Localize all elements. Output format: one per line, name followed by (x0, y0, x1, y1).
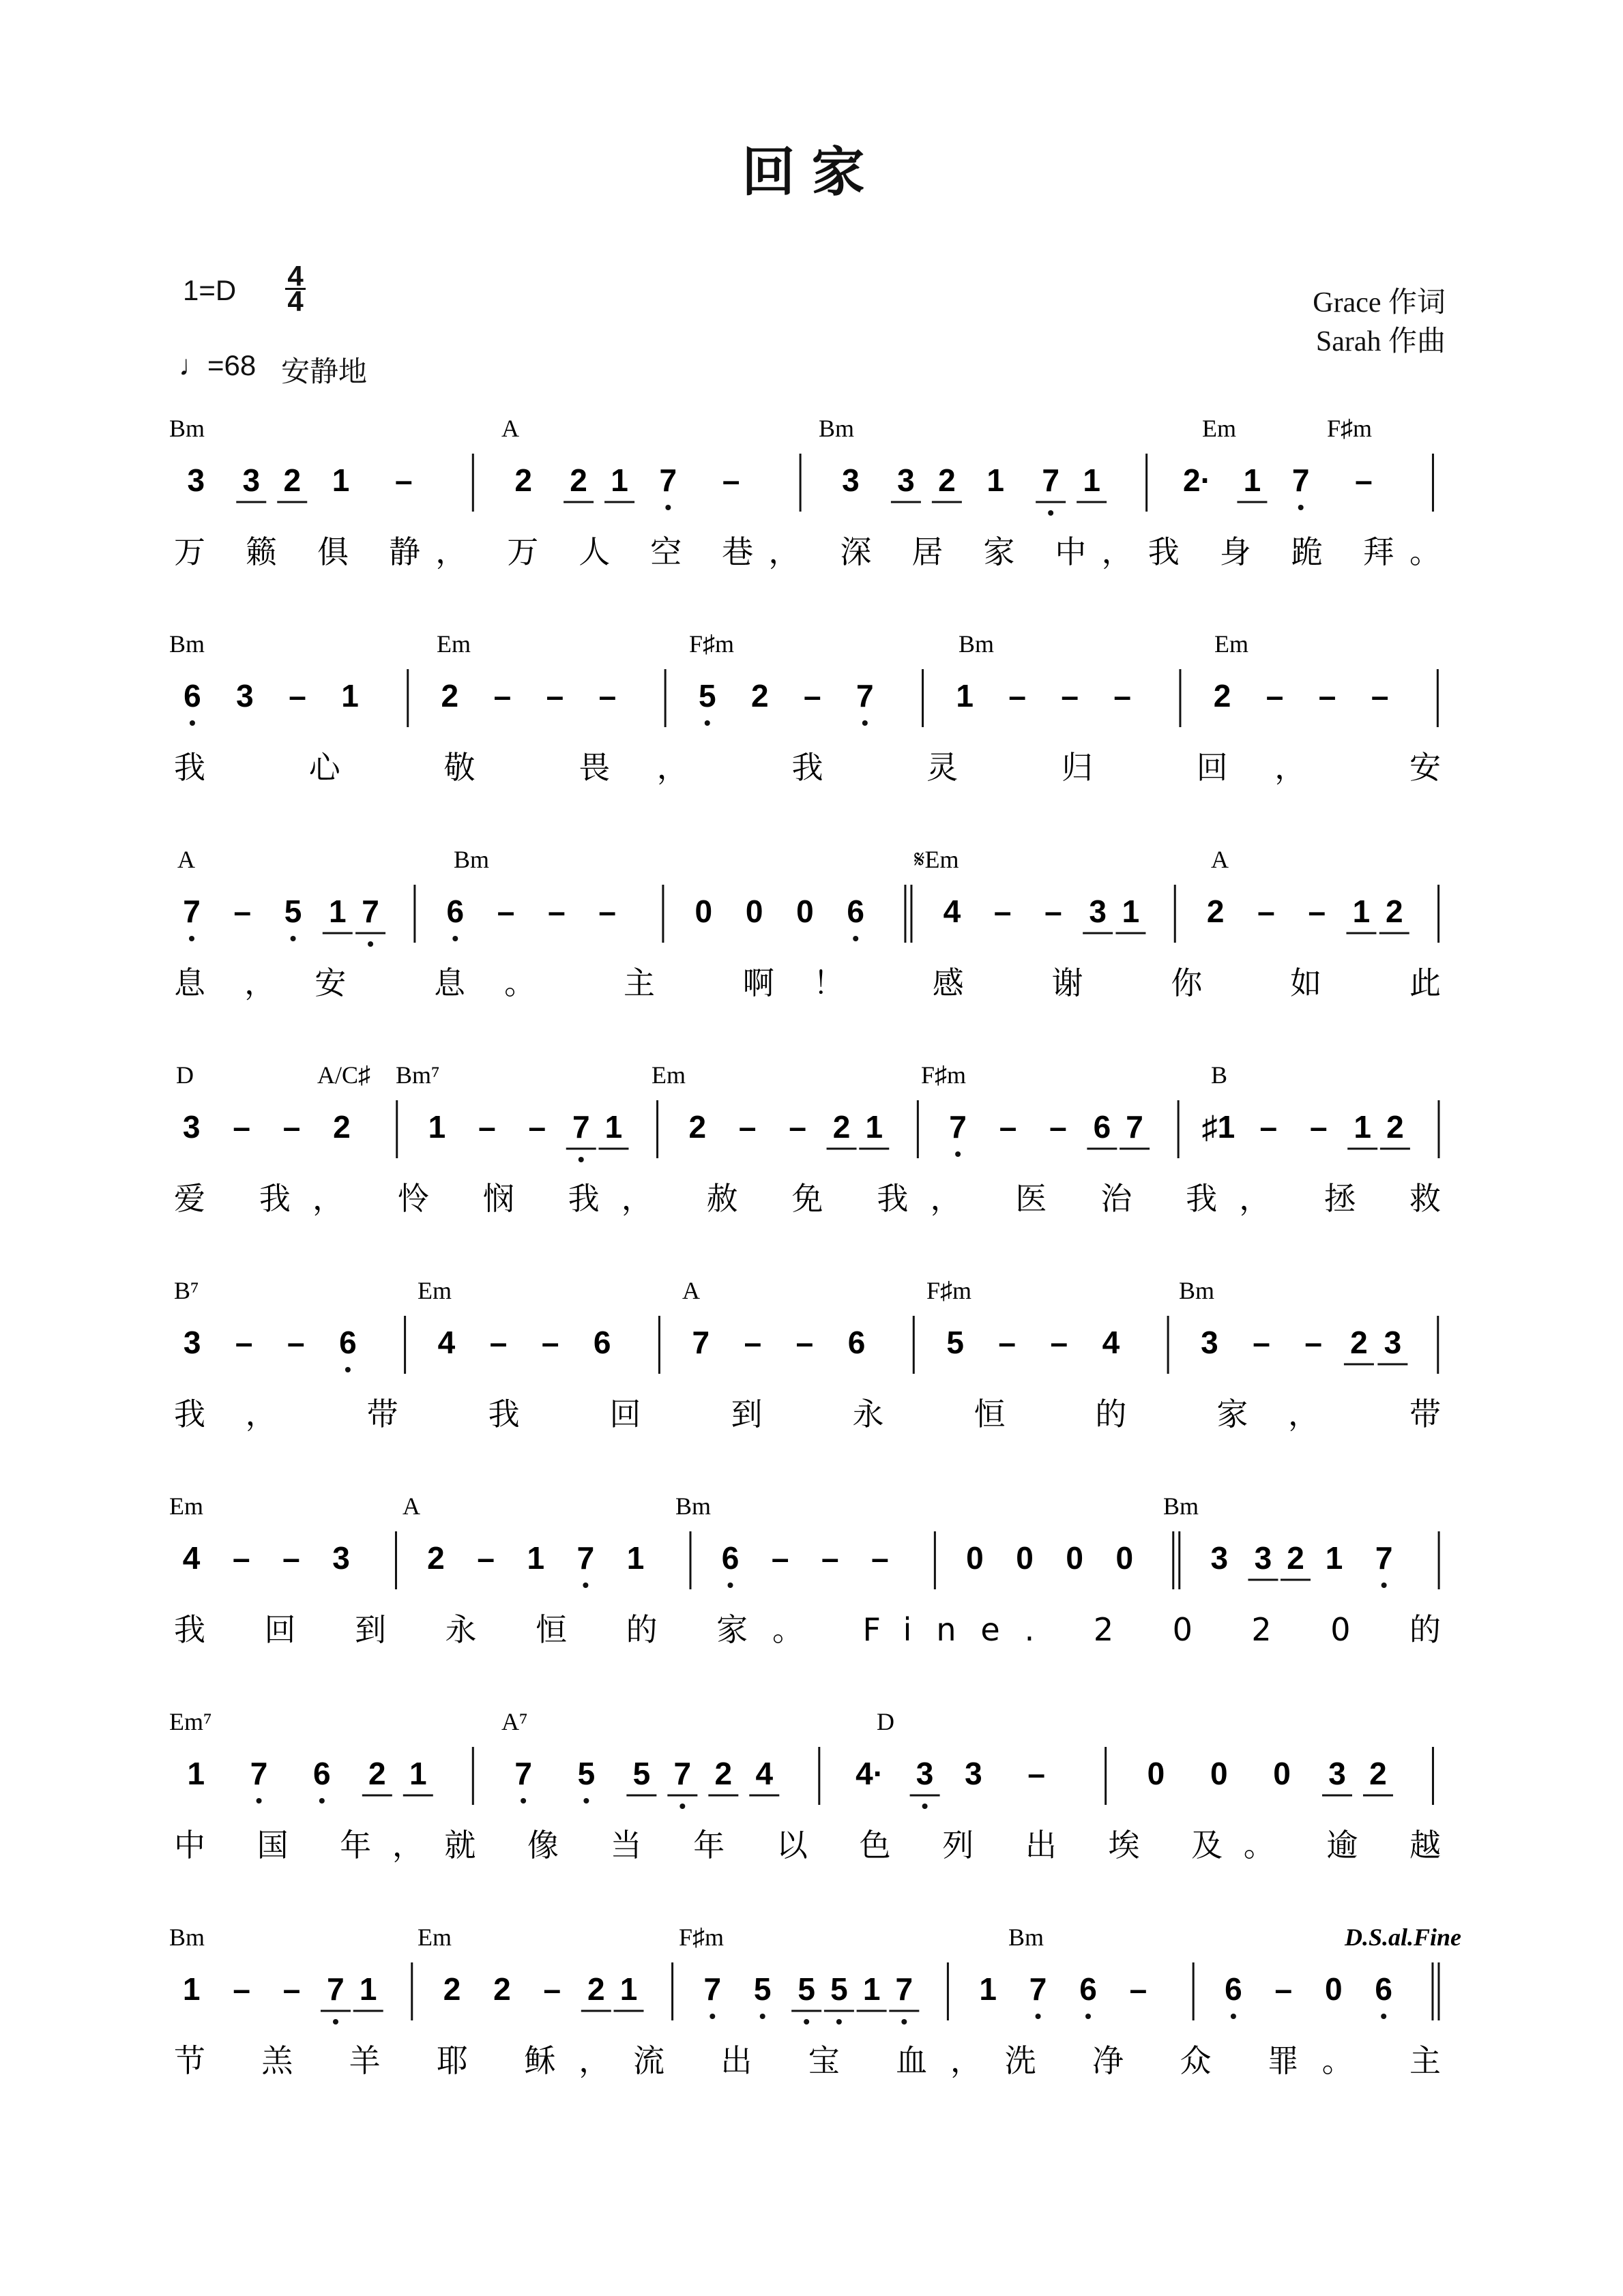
lyric-line: 中 国 年，就 像 当 年 以 色 列 出 埃 及。 逾 越 (174, 1827, 1442, 1864)
note: – (478, 1109, 496, 1145)
lyric-line: 节 羔 羊 耶 稣，流 出 宝 血，洗 净 众 罪。 主 (174, 2042, 1442, 2079)
note: 4 (943, 894, 961, 929)
note: 1 (1122, 894, 1140, 929)
chord-symbol: F♯m (921, 1061, 967, 1089)
lyric-line: 我 回 到 永 恒 的 家。 Fine. 2 0 2 0 的 (174, 1611, 1441, 1648)
note: 0 (796, 894, 814, 929)
chord-symbol: 𝄋Em (914, 846, 959, 873)
chord-symbol: A (501, 415, 519, 442)
low-octave-dot (862, 720, 868, 726)
note: 4· (856, 1756, 884, 1791)
composer-credit: Sarah 作曲 (1315, 326, 1446, 357)
note: ♯1 (1201, 1109, 1235, 1145)
low-octave-dot (452, 936, 458, 941)
note: 3 (332, 1540, 350, 1576)
key-signature: 1=D (183, 274, 237, 306)
note: – (1008, 678, 1026, 713)
low-octave-dot (1231, 2014, 1236, 2019)
chord-symbol: Bm (169, 415, 205, 442)
note: – (233, 1109, 250, 1145)
low-octave-dot (955, 1151, 961, 1157)
low-octave-dot (583, 1798, 589, 1804)
note: 5 (698, 678, 716, 713)
note: 2 (832, 1109, 851, 1145)
low-octave-dot (190, 720, 195, 726)
note: 7 (1291, 462, 1310, 498)
note: 4 (437, 1325, 456, 1360)
note: 6 (339, 1325, 357, 1360)
low-octave-dot (1298, 505, 1304, 510)
note: 0 (966, 1540, 984, 1576)
low-octave-dot (291, 936, 296, 941)
note: – (871, 1540, 889, 1576)
chord-symbol: D (877, 1708, 894, 1735)
note: – (998, 1325, 1017, 1360)
note: – (493, 678, 512, 713)
chord-symbol: Bm (1163, 1492, 1199, 1520)
note: 3 (916, 1756, 934, 1791)
note: 1 (409, 1756, 427, 1791)
note: 7 (856, 678, 874, 713)
low-octave-dot (679, 1804, 685, 1809)
chord-symbol: B (1211, 1061, 1228, 1089)
tempo-mark: ♩=68 (179, 349, 257, 381)
chord-symbol: Em (437, 630, 471, 658)
note: – (1253, 1325, 1270, 1360)
mood-mark: 安静地 (281, 355, 368, 387)
note: 6 (721, 1540, 740, 1576)
chord-symbol: Em (652, 1061, 686, 1089)
note: 3 (1328, 1756, 1346, 1791)
note: – (235, 1325, 253, 1360)
low-octave-dot (1048, 510, 1053, 516)
note: – (233, 894, 252, 929)
note: 7 (572, 1109, 590, 1145)
note: 5 (753, 1971, 772, 2007)
note: – (548, 894, 566, 929)
note: – (1259, 1109, 1278, 1145)
low-octave-dot (665, 505, 671, 510)
note: 6 (313, 1756, 331, 1791)
chord-symbol: B⁷ (174, 1277, 199, 1304)
note: 0 (1066, 1540, 1083, 1576)
note: – (1050, 1325, 1068, 1360)
chord-symbol: F♯m (689, 630, 735, 658)
note: 7 (1042, 462, 1059, 498)
chord-symbol: A/C♯ (317, 1061, 371, 1089)
chord-symbol: Em (418, 1924, 452, 1951)
note: 2 (688, 1109, 707, 1145)
note: 2 (1369, 1756, 1387, 1791)
note: – (282, 1971, 301, 2007)
note: 1 (332, 462, 350, 498)
note: – (804, 678, 821, 713)
note: 1 (1354, 1109, 1371, 1145)
note: 4 (755, 1756, 774, 1791)
time-bottom: 4 (287, 285, 304, 317)
note: 1 (328, 894, 347, 929)
note: 1 (1243, 462, 1261, 498)
note: 7 (692, 1325, 710, 1360)
chord-symbol: Em (1214, 630, 1248, 658)
note: 1 (626, 1540, 645, 1576)
low-octave-dot (760, 2014, 765, 2019)
note: – (546, 678, 564, 713)
note: 0 (1273, 1756, 1291, 1791)
lyric-line: 我 心 敬 畏， 我 灵 归 回， 安 (174, 749, 1441, 786)
note: – (477, 1540, 495, 1576)
note: 0 (1210, 1756, 1228, 1791)
chord-symbol: Em (169, 1492, 203, 1520)
note: 3 (897, 462, 915, 498)
chord-symbol: Bm⁷ (396, 1061, 440, 1089)
low-octave-dot (853, 936, 858, 941)
note: 1 (187, 1756, 205, 1791)
note: – (497, 894, 515, 929)
note: – (489, 1325, 508, 1360)
note: 3 (1384, 1325, 1402, 1360)
note: 7 (514, 1756, 532, 1791)
note: – (738, 1109, 757, 1145)
note: – (1113, 678, 1132, 713)
note: 2 (1350, 1325, 1368, 1360)
note: 1 (527, 1540, 545, 1576)
note: 3 (1089, 894, 1107, 929)
chord-symbol: Em (418, 1277, 452, 1304)
note: 4 (182, 1540, 201, 1576)
low-octave-dot (1036, 2014, 1041, 2019)
note: 7 (362, 894, 379, 929)
note: 4 (1102, 1325, 1120, 1360)
low-octave-dot (922, 1804, 928, 1809)
note: – (282, 1109, 301, 1145)
chord-symbol: A (682, 1277, 700, 1304)
note: 3 (965, 1756, 982, 1791)
low-octave-dot (368, 941, 373, 947)
note: 2 (441, 678, 459, 713)
note: 2 (1386, 1109, 1404, 1145)
note: – (993, 894, 1012, 929)
note: 1 (611, 462, 628, 498)
note: 2 (514, 462, 532, 498)
note: – (289, 678, 306, 713)
note: 5 (284, 894, 302, 929)
note: 2 (1206, 894, 1225, 929)
note: 1 (865, 1109, 883, 1145)
low-octave-dot (1085, 2014, 1091, 2019)
low-octave-dot (901, 2019, 907, 2025)
page-title: 回家 (742, 141, 881, 203)
note: – (598, 894, 616, 929)
low-octave-dot (521, 1798, 526, 1804)
lyric-line: 爱 我， 怜 悯 我， 赦 免 我， 医 治 我， 拯 救 (174, 1180, 1441, 1217)
low-octave-dot (804, 2019, 809, 2025)
note: – (1266, 678, 1284, 713)
note: – (395, 462, 413, 498)
chord-symbol: F♯m (926, 1277, 972, 1304)
note: 6 (593, 1325, 611, 1360)
note: 2 (714, 1756, 733, 1791)
low-octave-dot (728, 1583, 733, 1588)
note: 1 (956, 678, 974, 713)
chord-symbol: Bm (675, 1492, 712, 1520)
chord-symbol: A (177, 846, 195, 873)
chord-symbol: Bm (819, 415, 855, 442)
note: 6 (1225, 1971, 1242, 2007)
note: 7 (1375, 1540, 1393, 1576)
chord-symbol: Bm (169, 1924, 205, 1951)
note: – (999, 1109, 1017, 1145)
note: 7 (1126, 1109, 1143, 1145)
chord-symbol: Em (1202, 415, 1236, 442)
note: – (1355, 462, 1373, 498)
note: 3 (1254, 1540, 1272, 1576)
note: 2 (283, 462, 302, 498)
note: – (789, 1109, 806, 1145)
note: 1 (341, 678, 359, 713)
note: 0 (1147, 1756, 1165, 1791)
note: 3 (236, 678, 254, 713)
low-octave-dot (345, 1367, 351, 1372)
note: 2 (938, 462, 956, 498)
note: – (771, 1540, 789, 1576)
note: – (1049, 1109, 1067, 1145)
note: 3 (183, 1325, 201, 1360)
lyric-line: 息，安 息。 主 啊！ 感 谢 你 如 此 (174, 965, 1441, 1001)
note: 2 (750, 678, 769, 713)
note: 0 (1115, 1540, 1134, 1576)
note: 0 (694, 894, 713, 929)
chord-symbol: Bm (959, 630, 995, 658)
note: 1 (604, 1109, 623, 1145)
note: 0 (1324, 1971, 1343, 2007)
note: 3 (187, 462, 205, 498)
note: 7 (659, 462, 677, 498)
chord-symbol: Bm (169, 630, 205, 658)
lyric-line: 我， 带 我 回 到 永 恒 的 家， 带 (174, 1396, 1441, 1432)
note: 0 (1016, 1540, 1034, 1576)
note: – (233, 1971, 250, 2007)
note: – (1061, 678, 1079, 713)
time-top: 4 (287, 260, 304, 292)
lyricist-credit: Grace 作词 (1313, 287, 1446, 319)
note: 2 (493, 1971, 511, 2007)
note: 0 (745, 894, 763, 929)
chord-symbol: Em⁷ (169, 1708, 212, 1735)
note: 2 (333, 1109, 351, 1145)
chord-symbol: F♯m (1327, 415, 1373, 442)
note: – (543, 1971, 561, 2007)
note: – (795, 1325, 814, 1360)
note: 6 (184, 678, 201, 713)
note: 2 (443, 1971, 461, 2007)
note: 1 (182, 1971, 201, 2007)
note: 2 (427, 1540, 445, 1576)
note: 3 (242, 462, 261, 498)
note: – (282, 1540, 300, 1576)
note: 6 (847, 1325, 866, 1360)
note: 1 (1083, 462, 1100, 498)
note: 1 (428, 1109, 446, 1145)
note: 5 (798, 1971, 815, 2007)
note: 1 (1325, 1540, 1343, 1576)
note: 6 (1375, 1971, 1392, 2007)
note: 7 (895, 1971, 913, 2007)
note: 3 (1210, 1540, 1229, 1576)
note: – (1371, 678, 1389, 713)
note: – (1027, 1756, 1045, 1791)
note: 3 (1201, 1325, 1218, 1360)
note: – (722, 462, 740, 498)
low-octave-dot (1381, 1583, 1387, 1588)
note: 6 (1093, 1109, 1111, 1145)
note: 7 (576, 1540, 595, 1576)
note: 7 (327, 1971, 345, 2007)
chord-symbol: F♯m (679, 1924, 725, 1951)
chord-symbol: D (176, 1061, 194, 1089)
low-octave-dot (579, 1157, 584, 1162)
note: – (232, 1540, 250, 1576)
low-octave-dot (319, 1798, 325, 1804)
low-octave-dot (189, 936, 194, 941)
note: 6 (847, 894, 865, 929)
note: – (528, 1109, 546, 1145)
note: 1 (986, 462, 1004, 498)
note: – (1304, 1325, 1322, 1360)
note: 7 (673, 1756, 692, 1791)
chord-symbol: Bm (1179, 1277, 1215, 1304)
low-octave-dot (705, 720, 710, 726)
note: 2 (1287, 1540, 1304, 1576)
note: 1 (359, 1971, 377, 2007)
note: 7 (703, 1971, 722, 2007)
note: – (287, 1325, 305, 1360)
chord-symbol: A⁷ (501, 1708, 528, 1735)
note: 7 (250, 1756, 268, 1791)
ds-al-fine-mark: D.S.al.Fine (1344, 1924, 1461, 1951)
note: 2· (1182, 462, 1211, 498)
note: – (1318, 678, 1336, 713)
note: 2 (368, 1756, 386, 1791)
note: – (1308, 894, 1326, 929)
low-octave-dot (333, 2019, 338, 2025)
note: – (541, 1325, 559, 1360)
note: 3 (842, 462, 860, 498)
note: 6 (446, 894, 465, 929)
note: – (1309, 1109, 1328, 1145)
note: 1 (1352, 894, 1371, 929)
note: 3 (182, 1109, 201, 1145)
note: 5 (830, 1971, 848, 2007)
note: 2 (570, 462, 587, 498)
note: – (1274, 1971, 1293, 2007)
lyric-line: 万 籁 俱 静， 万 人 空 巷， 深 居 家 中，我 身 跪 拜。 (174, 533, 1441, 570)
chord-symbol: A (403, 1492, 420, 1520)
note: – (1257, 894, 1275, 929)
note: 2 (587, 1971, 605, 2007)
note: 5 (577, 1756, 596, 1791)
note: 7 (949, 1109, 967, 1145)
note: – (744, 1325, 762, 1360)
note: – (821, 1540, 839, 1576)
note: 6 (1079, 1971, 1097, 2007)
note: 1 (862, 1971, 881, 2007)
low-octave-dot (836, 2019, 842, 2025)
low-octave-dot (257, 1798, 262, 1804)
note: – (598, 678, 617, 713)
note: 1 (619, 1971, 638, 2007)
low-octave-dot (583, 1583, 588, 1588)
note: – (1129, 1971, 1147, 2007)
low-octave-dot (1381, 2014, 1386, 2019)
low-octave-dot (710, 2014, 715, 2019)
chord-symbol: Bm (1008, 1924, 1044, 1951)
note: 2 (1385, 894, 1403, 929)
note: 7 (183, 894, 201, 929)
chord-symbol: A (1211, 846, 1229, 873)
note: – (1044, 894, 1062, 929)
note: 2 (1213, 678, 1231, 713)
note: 5 (632, 1756, 651, 1791)
note: 7 (1029, 1971, 1047, 2007)
note: 1 (979, 1971, 997, 2007)
note: 5 (946, 1325, 964, 1360)
chord-symbol: Bm (454, 846, 490, 873)
